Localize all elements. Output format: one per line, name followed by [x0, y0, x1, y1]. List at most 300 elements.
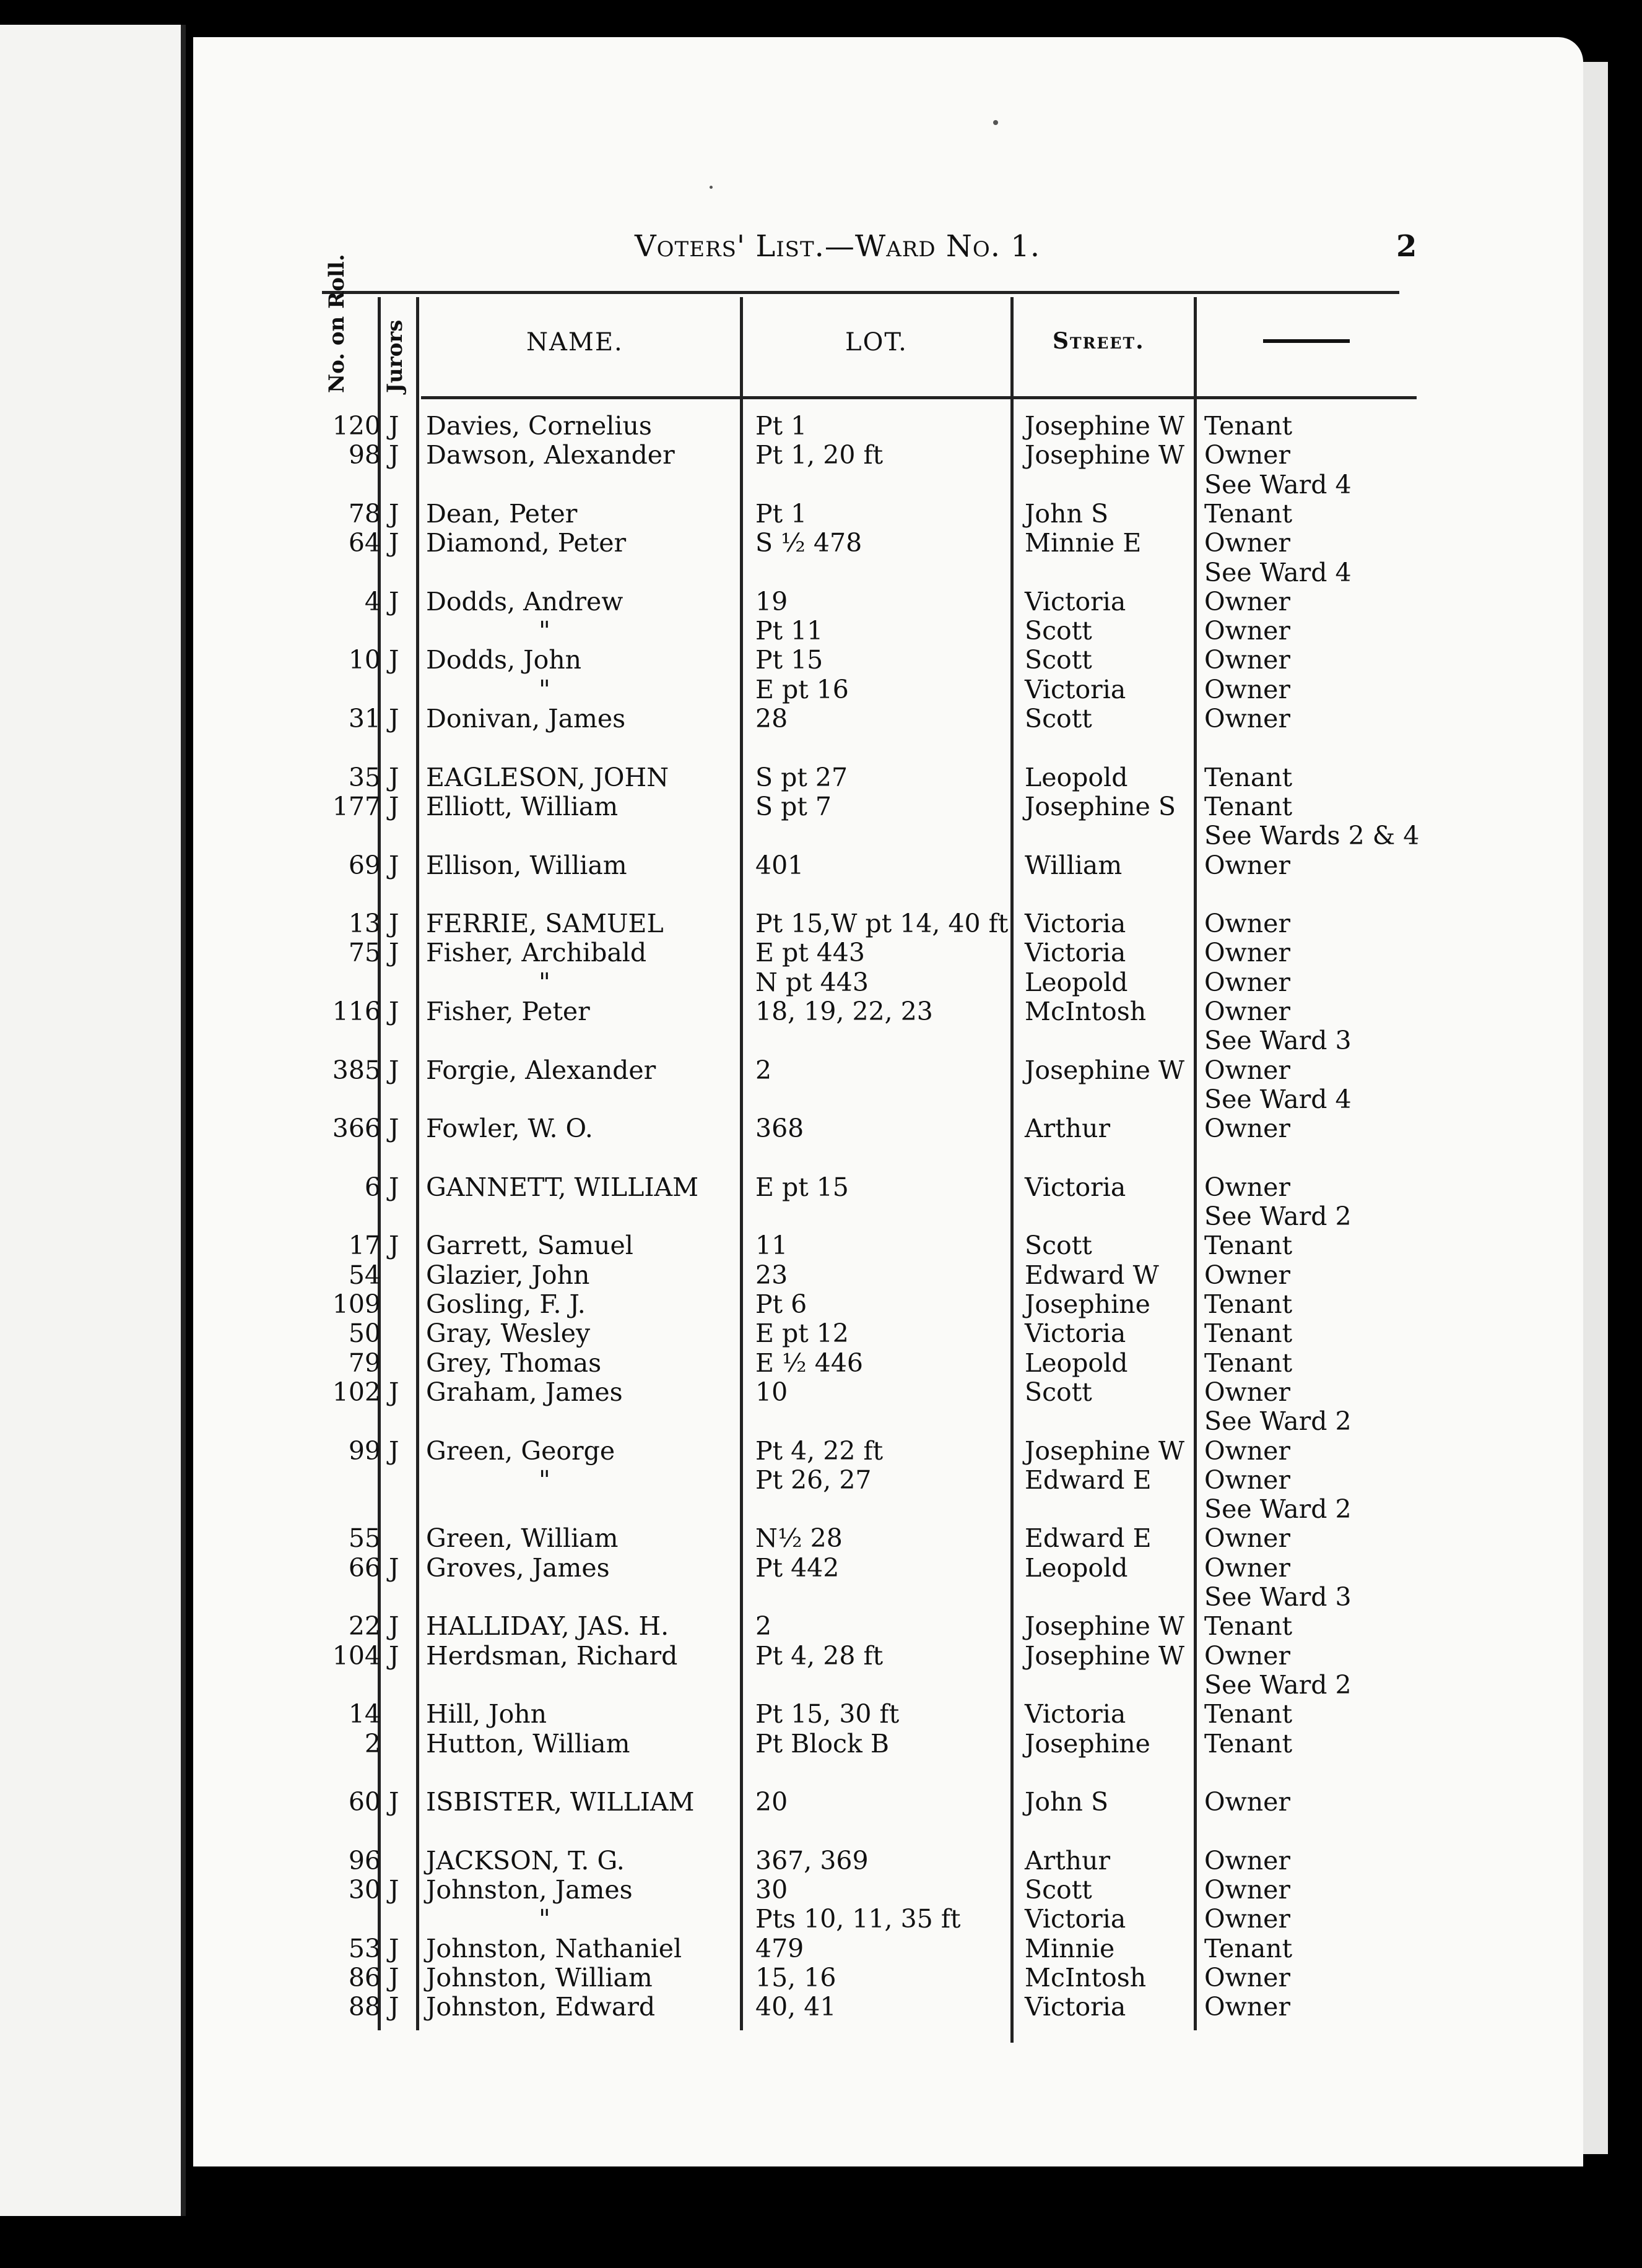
tenure-status: Owner [1204, 850, 1290, 880]
table-row [0, 763, 1642, 792]
table-row [0, 558, 1642, 587]
street-name: Victoria [1025, 675, 1126, 704]
tenure-status: Owner [1204, 1553, 1290, 1583]
street-name: Edward E [1025, 1523, 1152, 1553]
voter-name: Johnston, William [426, 1963, 653, 1993]
lot-number: N½ 28 [755, 1523, 843, 1553]
voter-name: " [539, 675, 550, 704]
juror-mark: J [389, 645, 399, 675]
lot-number: Pts 10, 11, 35 ft [755, 1904, 961, 1934]
table-row [0, 1349, 1642, 1377]
juror-mark: J [389, 440, 399, 470]
street-name: Scott [1025, 616, 1092, 646]
juror-mark: J [389, 411, 399, 441]
table-row [0, 1114, 1642, 1143]
table-row [0, 1290, 1642, 1318]
street-name: John S [1025, 499, 1109, 529]
voter-name: Graham, James [426, 1377, 623, 1407]
roll-number: 102 [332, 1377, 381, 1407]
juror-mark: J [389, 1377, 399, 1407]
voter-name: Gray, Wesley [426, 1318, 591, 1348]
lot-number: S pt 7 [755, 792, 832, 821]
column-header-roll: No. on Roll. [324, 254, 349, 393]
street-name: Victoria [1025, 1318, 1126, 1348]
roll-number: 69 [348, 850, 381, 880]
roll-number: 64 [348, 528, 381, 558]
juror-mark: J [389, 499, 399, 529]
table-row [0, 1319, 1642, 1348]
street-name: William [1025, 850, 1123, 880]
voter-name: Fisher, Peter [426, 997, 590, 1026]
header-rule [1197, 396, 1417, 399]
tenure-status: Owner [1204, 938, 1290, 967]
table-row [0, 1963, 1642, 1992]
table-row [0, 1144, 1642, 1172]
column-header-lot: LOT. [845, 328, 908, 357]
table-row [0, 1261, 1642, 1289]
table-row [0, 500, 1642, 528]
juror-mark: J [389, 1231, 399, 1260]
juror-mark: J [389, 1787, 399, 1817]
tenure-status: Owner [1204, 1963, 1290, 1993]
table-row [0, 704, 1642, 733]
top-rule [322, 291, 1399, 294]
voter-name: ISBISTER, WILLIAM [426, 1787, 695, 1817]
lot-number: 40, 41 [755, 1992, 836, 2022]
voter-name: Elliott, William [426, 792, 619, 821]
table-row [0, 587, 1642, 616]
table-row [0, 470, 1642, 499]
roll-number: 75 [348, 938, 381, 967]
lot-number: 2 [755, 1611, 772, 1641]
speck [710, 186, 713, 189]
tenure-status: See Ward 4 [1204, 558, 1352, 587]
roll-number: 88 [348, 1992, 381, 2022]
voter-name: FERRIE, SAMUEL [426, 909, 664, 938]
street-name: Scott [1025, 704, 1092, 734]
juror-mark: J [389, 704, 399, 734]
lot-number: 18, 19, 22, 23 [755, 997, 933, 1026]
street-name: Josephine W [1025, 1611, 1185, 1641]
table-row [0, 1905, 1642, 1933]
street-name: Edward W [1025, 1260, 1159, 1290]
roll-number: 177 [332, 792, 381, 821]
street-name: Josephine W [1025, 440, 1185, 470]
table-row [0, 1495, 1642, 1523]
voter-name: Grey, Thomas [426, 1348, 602, 1378]
lot-number: Pt 1 [755, 411, 807, 441]
street-name: Minnie [1025, 1934, 1115, 1963]
table-row [0, 1993, 1642, 2021]
juror-mark: J [389, 938, 399, 967]
page-title [635, 229, 1040, 264]
voter-name: Hutton, William [426, 1729, 630, 1759]
street-name: McIntosh [1025, 997, 1147, 1026]
table-row [0, 1671, 1642, 1699]
tenure-status: Owner [1204, 1641, 1290, 1671]
tenure-status: Owner [1204, 1377, 1290, 1407]
table-row [0, 1085, 1642, 1114]
voter-name: Davies, Cornelius [426, 411, 652, 441]
header-rule [743, 396, 1010, 399]
juror-mark: J [389, 763, 399, 792]
tenure-status: See Ward 2 [1204, 1670, 1352, 1700]
lot-number: Pt 4, 22 ft [755, 1436, 884, 1466]
tenure-status: Owner [1204, 1055, 1290, 1085]
tenure-status: Tenant [1204, 1318, 1293, 1348]
tenure-status: See Ward 3 [1204, 1582, 1352, 1612]
table-row [0, 1642, 1642, 1670]
voter-name: Donivan, James [426, 704, 626, 734]
tenure-status: Owner [1204, 440, 1290, 470]
roll-number: 109 [332, 1289, 381, 1319]
voter-name: Johnston, Nathaniel [426, 1934, 682, 1963]
juror-mark: J [389, 587, 399, 617]
voter-name: " [539, 616, 550, 646]
lot-number: 2 [755, 1055, 772, 1085]
tenure-status: Owner [1204, 1260, 1290, 1290]
lot-number: E pt 12 [755, 1318, 849, 1348]
table-row [0, 997, 1642, 1026]
street-name: Leopold [1025, 763, 1128, 792]
street-name: Josephine W [1025, 1055, 1185, 1085]
tenure-status: Owner [1204, 1846, 1290, 1876]
lot-number: 11 [755, 1231, 788, 1260]
roll-number: 2 [364, 1729, 381, 1759]
voter-name: Ellison, William [426, 850, 627, 880]
table-row [0, 646, 1642, 674]
street-name: Josephine W [1025, 411, 1185, 441]
voter-name: JACKSON, T. G. [426, 1846, 625, 1876]
table-row [0, 1583, 1642, 1611]
juror-mark: J [389, 528, 399, 558]
street-name: Josephine S [1025, 792, 1176, 821]
title-text: Voters' List.—Ward No. 1. [635, 229, 1041, 264]
juror-mark: J [389, 850, 399, 880]
column-header-name: NAME. [526, 328, 623, 357]
lot-number: E ½ 446 [755, 1348, 863, 1378]
juror-mark: J [389, 1963, 399, 1993]
roll-number: 17 [348, 1231, 381, 1260]
juror-mark: J [389, 1934, 399, 1963]
juror-mark: J [389, 997, 399, 1026]
lot-number: Pt 4, 28 ft [755, 1641, 884, 1671]
street-name: Arthur [1025, 1114, 1111, 1143]
lot-number: Pt 15 [755, 645, 823, 675]
lot-number: Pt 1, 20 ft [755, 440, 884, 470]
voter-name: HALLIDAY, JAS. H. [426, 1611, 669, 1641]
street-name: Minnie E [1025, 528, 1142, 558]
street-name: Victoria [1025, 1172, 1126, 1202]
column-header-jurors: Jurors [383, 319, 407, 393]
roll-number: 120 [332, 411, 381, 441]
table-row [0, 1173, 1642, 1201]
street-name: Victoria [1025, 909, 1126, 938]
street-name: Scott [1025, 1377, 1092, 1407]
street-name: Scott [1025, 1875, 1092, 1905]
lot-number: E pt 15 [755, 1172, 849, 1202]
tenure-status: Owner [1204, 704, 1290, 734]
street-name: John S [1025, 1787, 1109, 1817]
street-name: Victoria [1025, 587, 1126, 617]
roll-number: 98 [348, 440, 381, 470]
lot-number: Pt 442 [755, 1553, 840, 1583]
voter-name: " [539, 1465, 550, 1495]
roll-number: 79 [348, 1348, 381, 1378]
street-name: Josephine W [1025, 1641, 1185, 1671]
street-name: Arthur [1025, 1846, 1111, 1876]
table-row [0, 1407, 1642, 1435]
table-row [0, 1056, 1642, 1084]
voter-name: EAGLESON, JOHN [426, 763, 669, 792]
voter-name: " [539, 967, 550, 997]
lot-number: Pt 11 [755, 616, 823, 646]
tenure-status: See Ward 4 [1204, 470, 1352, 500]
tenure-status: See Ward 2 [1204, 1201, 1352, 1231]
lot-number: E pt 16 [755, 675, 849, 704]
roll-number: 6 [364, 1172, 381, 1202]
lot-number: Pt Block B [755, 1729, 889, 1759]
voter-name: Forgie, Alexander [426, 1055, 656, 1085]
tenure-status: Tenant [1204, 411, 1293, 441]
tenure-status: Tenant [1204, 763, 1293, 792]
juror-mark: J [389, 1992, 399, 2022]
roll-number: 14 [348, 1699, 381, 1729]
table-row [0, 1817, 1642, 1845]
tenure-status: Tenant [1204, 1934, 1293, 1963]
roll-number: 35 [348, 763, 381, 792]
table-row [0, 1026, 1642, 1055]
street-name: Josephine [1025, 1289, 1150, 1319]
voter-name: Diamond, Peter [426, 528, 627, 558]
table-row [0, 1876, 1642, 1904]
table-row [0, 880, 1642, 909]
street-name: Scott [1025, 645, 1092, 675]
voter-name: Herdsman, Richard [426, 1641, 678, 1671]
street-name: Josephine [1025, 1729, 1150, 1759]
tenure-status: Tenant [1204, 499, 1293, 529]
column-header-street: Street. [1053, 328, 1145, 354]
roll-number: 104 [332, 1641, 381, 1671]
roll-number: 66 [348, 1553, 381, 1583]
voter-name: Gosling, F. J. [426, 1289, 586, 1319]
voter-name: Green, George [426, 1436, 615, 1466]
tenure-status: See Ward 2 [1204, 1406, 1352, 1436]
voter-name: Johnston, Edward [426, 1992, 656, 2022]
voter-name: Fowler, W. O. [426, 1114, 593, 1143]
tenure-status: Owner [1204, 645, 1290, 675]
lot-number: 23 [755, 1260, 788, 1290]
voter-name: Glazier, John [426, 1260, 590, 1290]
tenure-status: Owner [1204, 1904, 1290, 1934]
tenure-status: Owner [1204, 675, 1290, 704]
lot-number: Pt 26, 27 [755, 1465, 872, 1495]
lot-number: 10 [755, 1377, 788, 1407]
table-row [0, 1934, 1642, 1963]
voter-name: Dodds, John [426, 645, 582, 675]
street-name: Josephine W [1025, 1436, 1185, 1466]
tenure-status: Tenant [1204, 1348, 1293, 1378]
tenure-status: Owner [1204, 587, 1290, 617]
page-number: 2 [1396, 229, 1417, 264]
table-row [0, 1759, 1642, 1787]
lot-number: Pt 15,W pt 14, 40 ft [755, 909, 1009, 938]
roll-number: 4 [364, 587, 381, 617]
roll-number: 60 [348, 1787, 381, 1817]
street-name: Scott [1025, 1231, 1092, 1260]
header-rule [421, 396, 740, 399]
roll-number: 54 [348, 1260, 381, 1290]
juror-mark: J [389, 792, 399, 821]
table-row [0, 1612, 1642, 1640]
tenure-status: Tenant [1204, 1699, 1293, 1729]
roll-number: 86 [348, 1963, 381, 1993]
table-row [0, 412, 1642, 440]
table-row [0, 968, 1642, 997]
roll-number: 116 [332, 997, 381, 1026]
roll-number: 30 [348, 1875, 381, 1905]
voter-name: Fisher, Archibald [426, 938, 647, 967]
table-row [0, 441, 1642, 469]
lot-number: 15, 16 [755, 1963, 836, 1993]
table-row [0, 1437, 1642, 1465]
lot-number: 479 [755, 1934, 804, 1963]
tenure-status: Tenant [1204, 1289, 1293, 1319]
lot-number: 20 [755, 1787, 788, 1817]
roll-number: 53 [348, 1934, 381, 1963]
lot-number: Pt 1 [755, 499, 807, 529]
juror-mark: J [389, 1172, 399, 1202]
tenure-status: Owner [1204, 1114, 1290, 1143]
lot-number: E pt 443 [755, 938, 865, 967]
voter-name: Green, William [426, 1523, 619, 1553]
roll-number: 96 [348, 1846, 381, 1876]
roll-number: 50 [348, 1318, 381, 1348]
street-name: Victoria [1025, 1699, 1126, 1729]
tenure-status: Tenant [1204, 1729, 1293, 1759]
lot-number: 401 [755, 850, 804, 880]
tenure-status: Owner [1204, 1875, 1290, 1905]
tenure-status: Owner [1204, 528, 1290, 558]
lot-number: 28 [755, 704, 788, 734]
column-header-status [1263, 339, 1350, 343]
roll-number: 99 [348, 1436, 381, 1466]
table-row [0, 909, 1642, 938]
street-name: Leopold [1025, 967, 1128, 997]
lot-number: 368 [755, 1114, 804, 1143]
table-row [0, 617, 1642, 645]
table-row [0, 1202, 1642, 1231]
table-row [0, 1231, 1642, 1260]
lot-number: 19 [755, 587, 788, 617]
table-row [0, 938, 1642, 967]
voter-name: Dawson, Alexander [426, 440, 675, 470]
table-row [0, 675, 1642, 704]
table-row [0, 851, 1642, 880]
tenure-status: See Ward 3 [1204, 1026, 1352, 1055]
lot-number: S pt 27 [755, 763, 848, 792]
tenure-status: Tenant [1204, 1231, 1293, 1260]
table-row [0, 1554, 1642, 1582]
lot-number: Pt 15, 30 ft [755, 1699, 900, 1729]
table-row [0, 1524, 1642, 1552]
roll-number: 78 [348, 499, 381, 529]
tenure-status: Owner [1204, 1465, 1290, 1495]
voter-name: Garrett, Samuel [426, 1231, 633, 1260]
voter-name: Dean, Peter [426, 499, 578, 529]
juror-mark: J [389, 1114, 399, 1143]
street-name: Victoria [1025, 1992, 1126, 2022]
street-name: Leopold [1025, 1553, 1128, 1583]
juror-mark: J [389, 1875, 399, 1905]
roll-number: 22 [348, 1611, 381, 1641]
table-row [0, 734, 1642, 762]
table-row [0, 1846, 1642, 1875]
roll-number: 10 [348, 645, 381, 675]
tenure-status: Tenant [1204, 792, 1293, 821]
lot-number: N pt 443 [755, 967, 869, 997]
street-name: Victoria [1025, 1904, 1126, 1934]
tenure-status: Owner [1204, 1172, 1290, 1202]
speck [993, 120, 998, 125]
tenure-status: Owner [1204, 1436, 1290, 1466]
lot-number: S ½ 478 [755, 528, 862, 558]
voter-name: Johnston, James [426, 1875, 633, 1905]
tenure-status: Owner [1204, 1992, 1290, 2022]
table-row [0, 1729, 1642, 1758]
roll-number: 385 [332, 1055, 381, 1085]
tenure-status: Owner [1204, 1523, 1290, 1553]
roll-number: 13 [348, 909, 381, 938]
street-name: Victoria [1025, 938, 1126, 967]
juror-mark: J [389, 909, 399, 938]
roll-number: 55 [348, 1523, 381, 1553]
table-row [0, 1378, 1642, 1406]
tenure-status: See Ward 4 [1204, 1084, 1352, 1114]
roll-number: 31 [348, 704, 381, 734]
voter-name: GANNETT, WILLIAM [426, 1172, 699, 1202]
tenure-status: Owner [1204, 909, 1290, 938]
table-row [0, 1466, 1642, 1494]
table-row [0, 821, 1642, 850]
juror-mark: J [389, 1641, 399, 1671]
voter-name: " [539, 1904, 550, 1934]
table-row [0, 1788, 1642, 1816]
table-row [0, 792, 1642, 821]
tenure-status: Owner [1204, 616, 1290, 646]
voter-name: Dodds, Andrew [426, 587, 623, 617]
tenure-status: Owner [1204, 1787, 1290, 1817]
tenure-status: Tenant [1204, 1611, 1293, 1641]
tenure-status: Owner [1204, 967, 1290, 997]
tenure-status: See Wards 2 & 4 [1204, 821, 1420, 850]
juror-mark: J [389, 1611, 399, 1641]
tenure-status: See Ward 2 [1204, 1494, 1352, 1524]
lot-number: 367, 369 [755, 1846, 869, 1876]
table-row [0, 529, 1642, 557]
juror-mark: J [389, 1436, 399, 1466]
roll-number: 366 [332, 1114, 381, 1143]
street-name: Edward E [1025, 1465, 1152, 1495]
voter-name: Hill, John [426, 1699, 547, 1729]
voter-name: Groves, James [426, 1553, 610, 1583]
lot-number: Pt 6 [755, 1289, 807, 1319]
header-rule [1014, 396, 1194, 399]
tenure-status: Owner [1204, 997, 1290, 1026]
table-row [0, 1700, 1642, 1728]
lot-number: 30 [755, 1875, 788, 1905]
street-name: McIntosh [1025, 1963, 1147, 1993]
